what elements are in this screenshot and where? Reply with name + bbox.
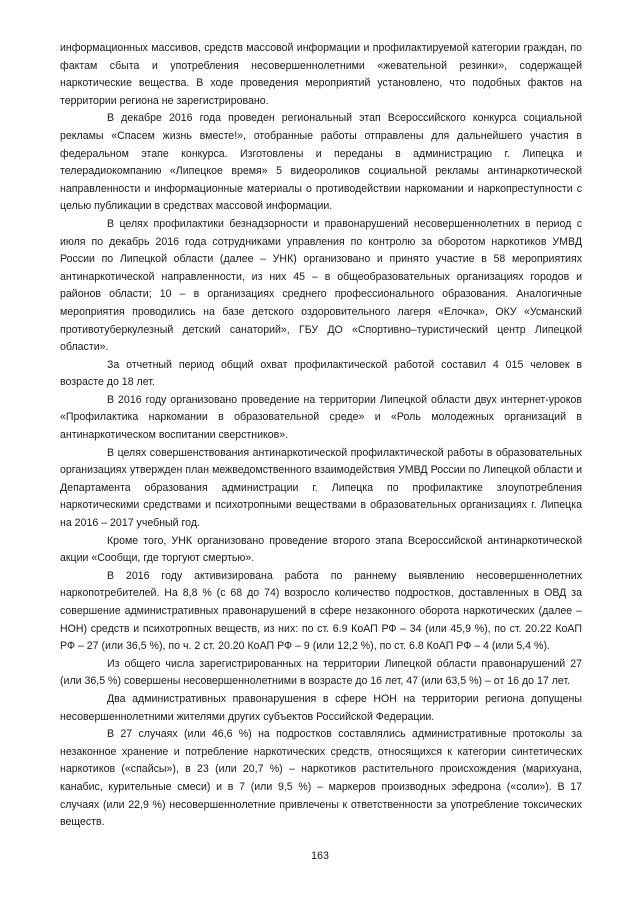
- page-number: 163: [311, 850, 329, 862]
- paragraph-11: В 27 случаях (или 46,6 %) на подростков составлялись административные протоколы за незаконное хранение и потребление наркотических средств, относящихся к категории синтетических наркотиков («спайсы»), в 23 (или 20,7 %) – наркотиков растительного происхождения (марихуана, канабис, курительные смеси) и в 7 (или 9,5 %) – маркеров производных эфедрона («соли»). В 17 случаях (или 22,9 %) несовершеннолетние привлечены к ответственности за употребление токсических веществ.: [60, 728, 582, 829]
- paragraph-5: В 2016 году организовано проведение на территории Липецкой области двух интернет-уроков «Профилактика наркомании в образовательной среде» и «Роль молодежных организаций в антинаркотическом воспитании сверстников».: [60, 393, 582, 442]
- paragraph-7: Кроме того, УНК организовано проведение второго этапа Всероссийской антинаркотической акции «Сообщи, где торгуют смертью».: [60, 534, 582, 565]
- paragraph-6: В целях совершенствования антинаркотической профилактической работы в образовательных организациях утвержден план межведомственного взаимодействия УМВД России по Липецкой области и Департамента образования администрации г. Липецка по профилактике злоупотребления наркотическими средствами и психотропными веществами в образовательных организациях г. Липецка на 2016 – 2017 учебный год.: [60, 446, 582, 530]
- paragraph-10: Два административных правонарушения в сфере НОН на территории региона допущены несовершеннолетними жителями других субъектов Российской Федерации.: [60, 692, 582, 723]
- paragraph-3: В целях профилактики безнадзорности и правонарушений несовершеннолетних в период с июля по декабрь 2016 года сотрудниками управления по контролю за оборотом наркотиков УМВД России по Липецкой области (далее – УНК) организовано и принято участие в 58 мероприятиях антинаркотической направленности, из них 45 – в общеобразовательных организациях городов и районов области; 10 – в организациях среднего профессионального образования. Аналогичные мероприятия проводились на базе детского оздоровительного лагеря «Елочка», ОКУ «Усманский противотуберкулезный детский санаторий», ГБУ ДО «Спортивно–туристический центр Липецкой области».: [60, 217, 582, 354]
- paragraph-9: Из общего числа зарегистрированных на территории Липецкой области правонарушений 27 (или 36,5 %) совершены несовершеннолетними в возрасте до 16 лет, 47 (или 63,5 %) – от 16 до 17 лет.: [60, 657, 582, 688]
- paragraph-8: В 2016 году активизирована работа по раннему выявлению несовершеннолетних наркопотребителей. На 8,8 % (с 68 до 74) возросло количество подростков, доставленных в ОВД за совершение административных правонарушений в сфере незаконного оборота наркотических (далее – НОН) средств и психотропных веществ, из них: по ст. 6.9 КоАП РФ – 34 (или 45,9 %), по ст. 20.22 КоАП РФ – 27 (или 36,5 %), по ч. 2 ст. 20.20 КоАП РФ – 9 (или 12,2 %), по ст. 6.8 КоАП РФ – 4 (или 5,4 %).: [60, 569, 582, 653]
- paragraph-4: За отчетный период общий охват профилактической работой составил 4 015 человек в возрасте до 18 лет.: [60, 358, 582, 389]
- document-page: [60, 40, 582, 832]
- paragraph-1: информационных массивов, средств массовой информации и профилактируемой категории граждан, по фактам сбыта и употребления несовершеннолетними «жевательной резинки», содержащей наркотические вещества. В ходе проведения мероприятий установлено, что подобных фактов на территории региона не зарегистрировано.: [60, 42, 582, 107]
- paragraph-2: В декабре 2016 года проведен региональный этап Всероссийского конкурса социальной рекламы «Спасем жизнь вместе!», отобранные работы отправлены для дальнейшего участия в федеральном этапе конкурса. Изготовлены и переданы в администрацию г. Липецка и телерадиокомпанию «Липецкое время» 5 видеороликов социальной рекламы антинаркотической направленности и информационные материалы о противодействии наркомании и наркопреступности с целью публикации в средствах массовой информации.: [60, 112, 582, 213]
